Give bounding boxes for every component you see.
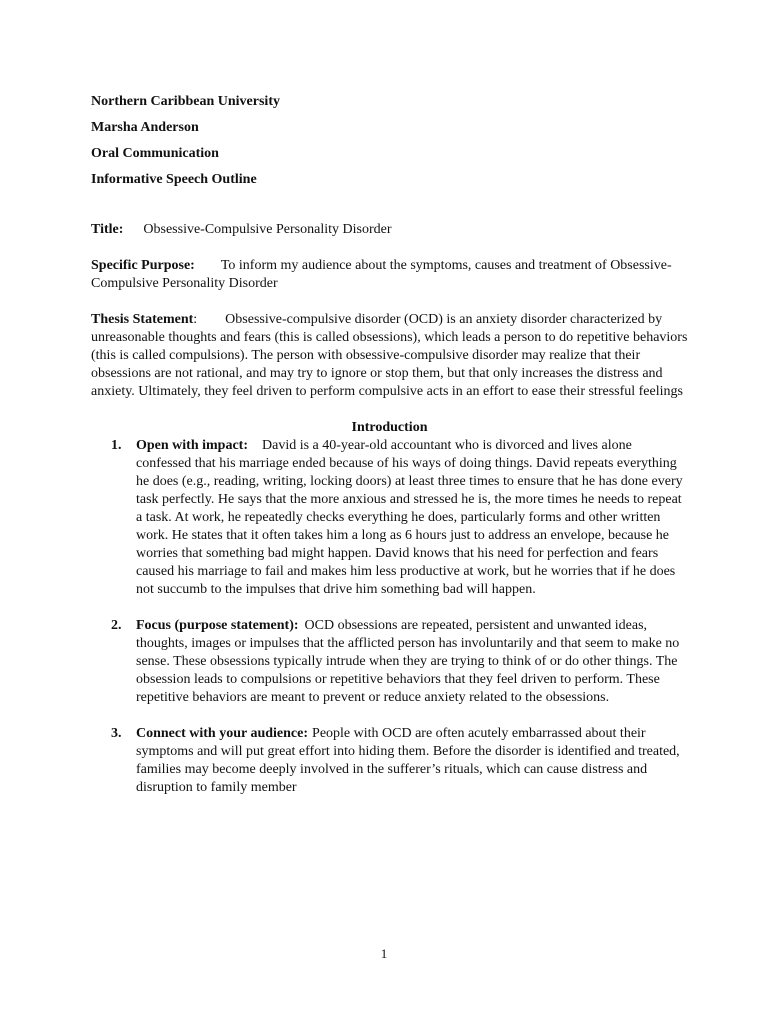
list-item-text: David is a 40-year-old accountant who is divorced and lives alone confessed that his marriage ended because of his ways of doing things. David repeats everything he does (e.g., reading, writing, locking doors) at least three times to ensure that he has done every task perfectly. He says that the more anxious and stressed he is, the more times he needs to repeat a task. At work, he repeatedly checks everything he does, particularly forms and other written work. He states that it often takes him a long as 6 hours just to address an envelope, because he worries that something bad might happen. David knows that his need for perfection and fears caused his marriage to fail and makes him less productive at work, but he worries that if he does not succumb to the impulses that drive him something bad will happen.: [136, 438, 683, 597]
document-type: Informative Speech Outline: [91, 172, 257, 187]
page-number: 1: [380, 946, 388, 961]
thesis-label: Thesis Statement: [91, 312, 194, 327]
list-item-text: People with OCD are often acutely embarrassed about their symptoms and will put great effort into hiding them. Before the disorder is identified and treated, families may become deeply involved in the sufferer’s rituals, which can cause distress and disruption to family member: [136, 726, 680, 795]
list-item-number: 3.: [111, 726, 122, 741]
list-item-label: Focus (purpose statement):: [136, 618, 299, 633]
list-item: [91, 617, 688, 707]
document-header: [91, 93, 688, 189]
university-name: Northern Caribbean University: [91, 94, 280, 109]
list-item: [91, 725, 688, 797]
list-item: [91, 437, 688, 599]
list-item-label: Open with impact:: [136, 438, 248, 453]
title-line: [91, 221, 688, 239]
thesis-statement: [91, 311, 688, 401]
specific-purpose: [91, 257, 688, 293]
introduction-list: [91, 437, 688, 797]
introduction-heading: Introduction: [351, 420, 428, 435]
author-name: Marsha Anderson: [91, 120, 199, 135]
thesis-colon: :: [193, 312, 198, 327]
specific-purpose-label: Specific Purpose:: [91, 258, 195, 273]
title-text: Obsessive-Compulsive Personality Disorder: [143, 222, 392, 237]
list-item-text: OCD obsessions are repeated, persistent and unwanted ideas, thoughts, images or impulses that the afflicted person has involuntarily and that seem to make no sense. These obsessions typically intrude when they are trying to think of or do other things. The obsession leads to compulsions or repetitive behaviors that they feel driven to perform. These repetitive behaviors are meant to prevent or reduce anxiety related to the obsessions.: [136, 618, 680, 705]
list-item-number: 1.: [111, 438, 122, 453]
course-name: Oral Communication: [91, 146, 219, 161]
list-item-label: Connect with your audience:: [136, 726, 309, 741]
title-label: Title:: [91, 222, 124, 237]
list-item-number: 2.: [111, 618, 122, 633]
thesis-text: Obsessive-compulsive disorder (OCD) is an anxiety disorder characterized by unreasonable thoughts and fears (this is called obsessions), which leads a person to do repetitive behaviors (this is called compulsions). The person with obsessive-compulsive disorder may realize that their obsessions are not rational, and may try to ignore or stop them, but that only increases the distress and anxiety. Ultimately, they feel driven to perform compulsive acts in an effort to ease their stressful feelings: [91, 312, 688, 399]
specific-purpose-text: To inform my audience about the symptoms, causes and treatment of Obsessive-Compulsive Personality Disorder: [91, 258, 672, 291]
